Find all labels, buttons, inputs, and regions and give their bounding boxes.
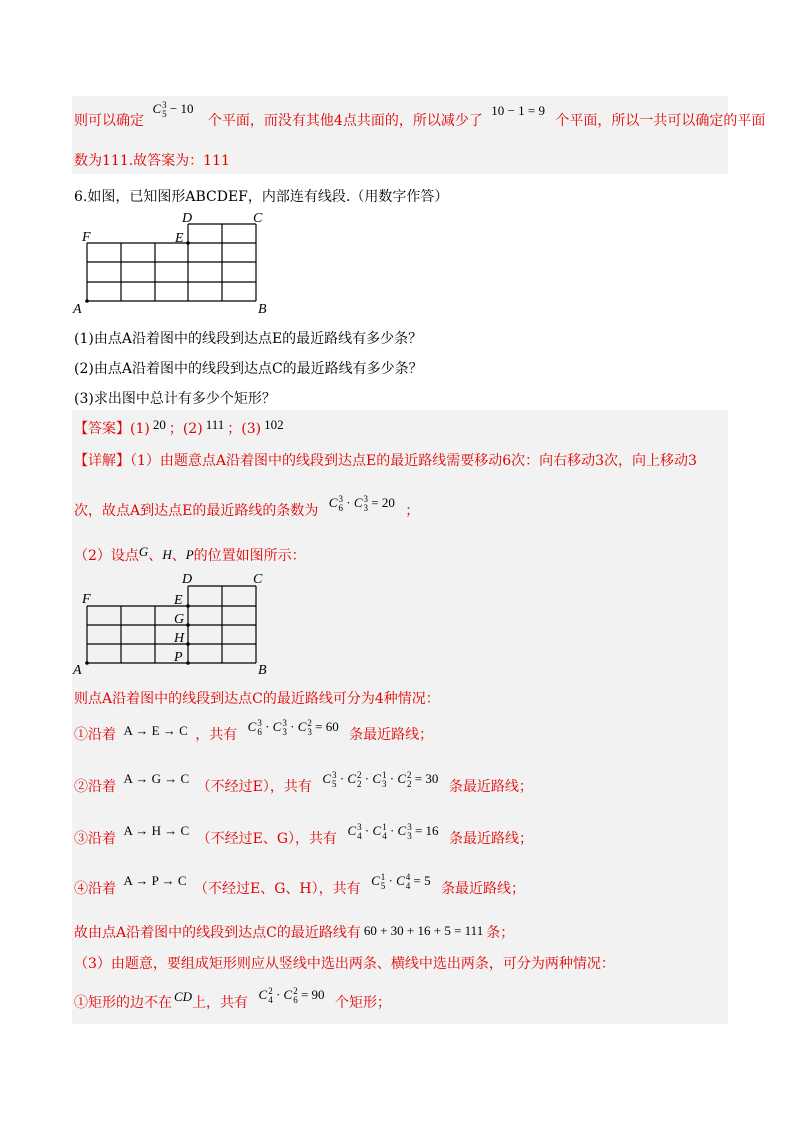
label-B: B	[258, 302, 267, 317]
label-B: B	[258, 663, 267, 678]
label-D: D	[182, 211, 193, 226]
detail-line-4: 则点A沿着图中的线段到达点C的最近路线可分为4种情况：	[74, 691, 440, 707]
label-G: G	[174, 612, 185, 627]
label-C: C	[253, 211, 263, 226]
detail-line-1: 【详解】（1）由题意点A沿着图中的线段到达点E的最近路线需要移动6次：向右移动3次，向上移动3	[74, 453, 697, 469]
detail-line-2: 次，故点A到达点E的最近路线的条数为 C 3 6 · C 3 3 = 20 ；	[74, 494, 420, 519]
question-3: (3)求出图中总计有多少个矩形？	[74, 391, 276, 407]
detail-line-3: （2）设点G、H、P的位置如图所示：	[74, 544, 306, 564]
case-3: ③沿着 A → H → C （不经过E、G），共有 C 3 4 · C 1 4 · C 3 3 = 16 条最近路线；	[74, 822, 533, 847]
prev-solution-line-1: 则可以确定 C 3 5 − 10 个平面，而没有其他4点共面的，所以减少了 10 − 1 = 9 个平面，所以一共可以确定的平面	[74, 100, 766, 129]
label-A: A	[73, 663, 82, 678]
figure-grid-1	[70, 210, 290, 320]
label-P: P	[174, 650, 183, 665]
question-1: (1)由点A沿着图中的线段到达点E的最近路线有多少条？	[74, 331, 423, 347]
label-A: A	[73, 302, 82, 317]
answer-line: 【答案】(1) 20 ；(2) 111 ；(3) 102	[74, 417, 284, 437]
label-F: F	[82, 230, 91, 245]
question-title: 6.如图，已知图形ABCDEF，内部连有线段.（用数字作答）	[74, 189, 449, 205]
rect-case-1: ①矩形的边不在 CD上，共有 C 2 4 · C 2 6 = 90 个矩形；	[74, 986, 391, 1011]
sum-line: 故由点A沿着图中的线段到达点C的最近路线有 60 + 30 + 16 + 5 = 111 条；	[74, 923, 515, 941]
label-H: H	[174, 631, 185, 646]
prev-solution-line-2: 数为111.故答案为：111	[74, 153, 230, 169]
figure-grid-2	[70, 568, 290, 678]
case-2: ②沿着 A → G → C （不经过E），共有 C 3 5 · C 2 2 · C 1 3 · C 2 2 = 30 条最近路线；	[74, 770, 533, 795]
case-1: ①沿着 A → E → C ，共有 C 3 6 · C 3 3 · C 2 3 = 60 条最近路线；	[74, 718, 434, 743]
label-F: F	[82, 592, 91, 607]
case-4: ④沿着 A → P → C （不经过E、G、H），共有 C 1 5 · C 4 4 = 5 条最近路线；	[74, 872, 526, 897]
label-E: E	[174, 593, 183, 608]
label-D: D	[182, 572, 193, 587]
question-2: (2)由点A沿着图中的线段到达点C的最近路线有多少条？	[74, 361, 423, 377]
detail-part-3: （3）由题意，要组成矩形则应从竖线中选出两条、横线中选出两条，可分为两种情况：	[74, 956, 615, 972]
label-C: C	[253, 572, 263, 587]
label-E: E	[175, 231, 184, 246]
